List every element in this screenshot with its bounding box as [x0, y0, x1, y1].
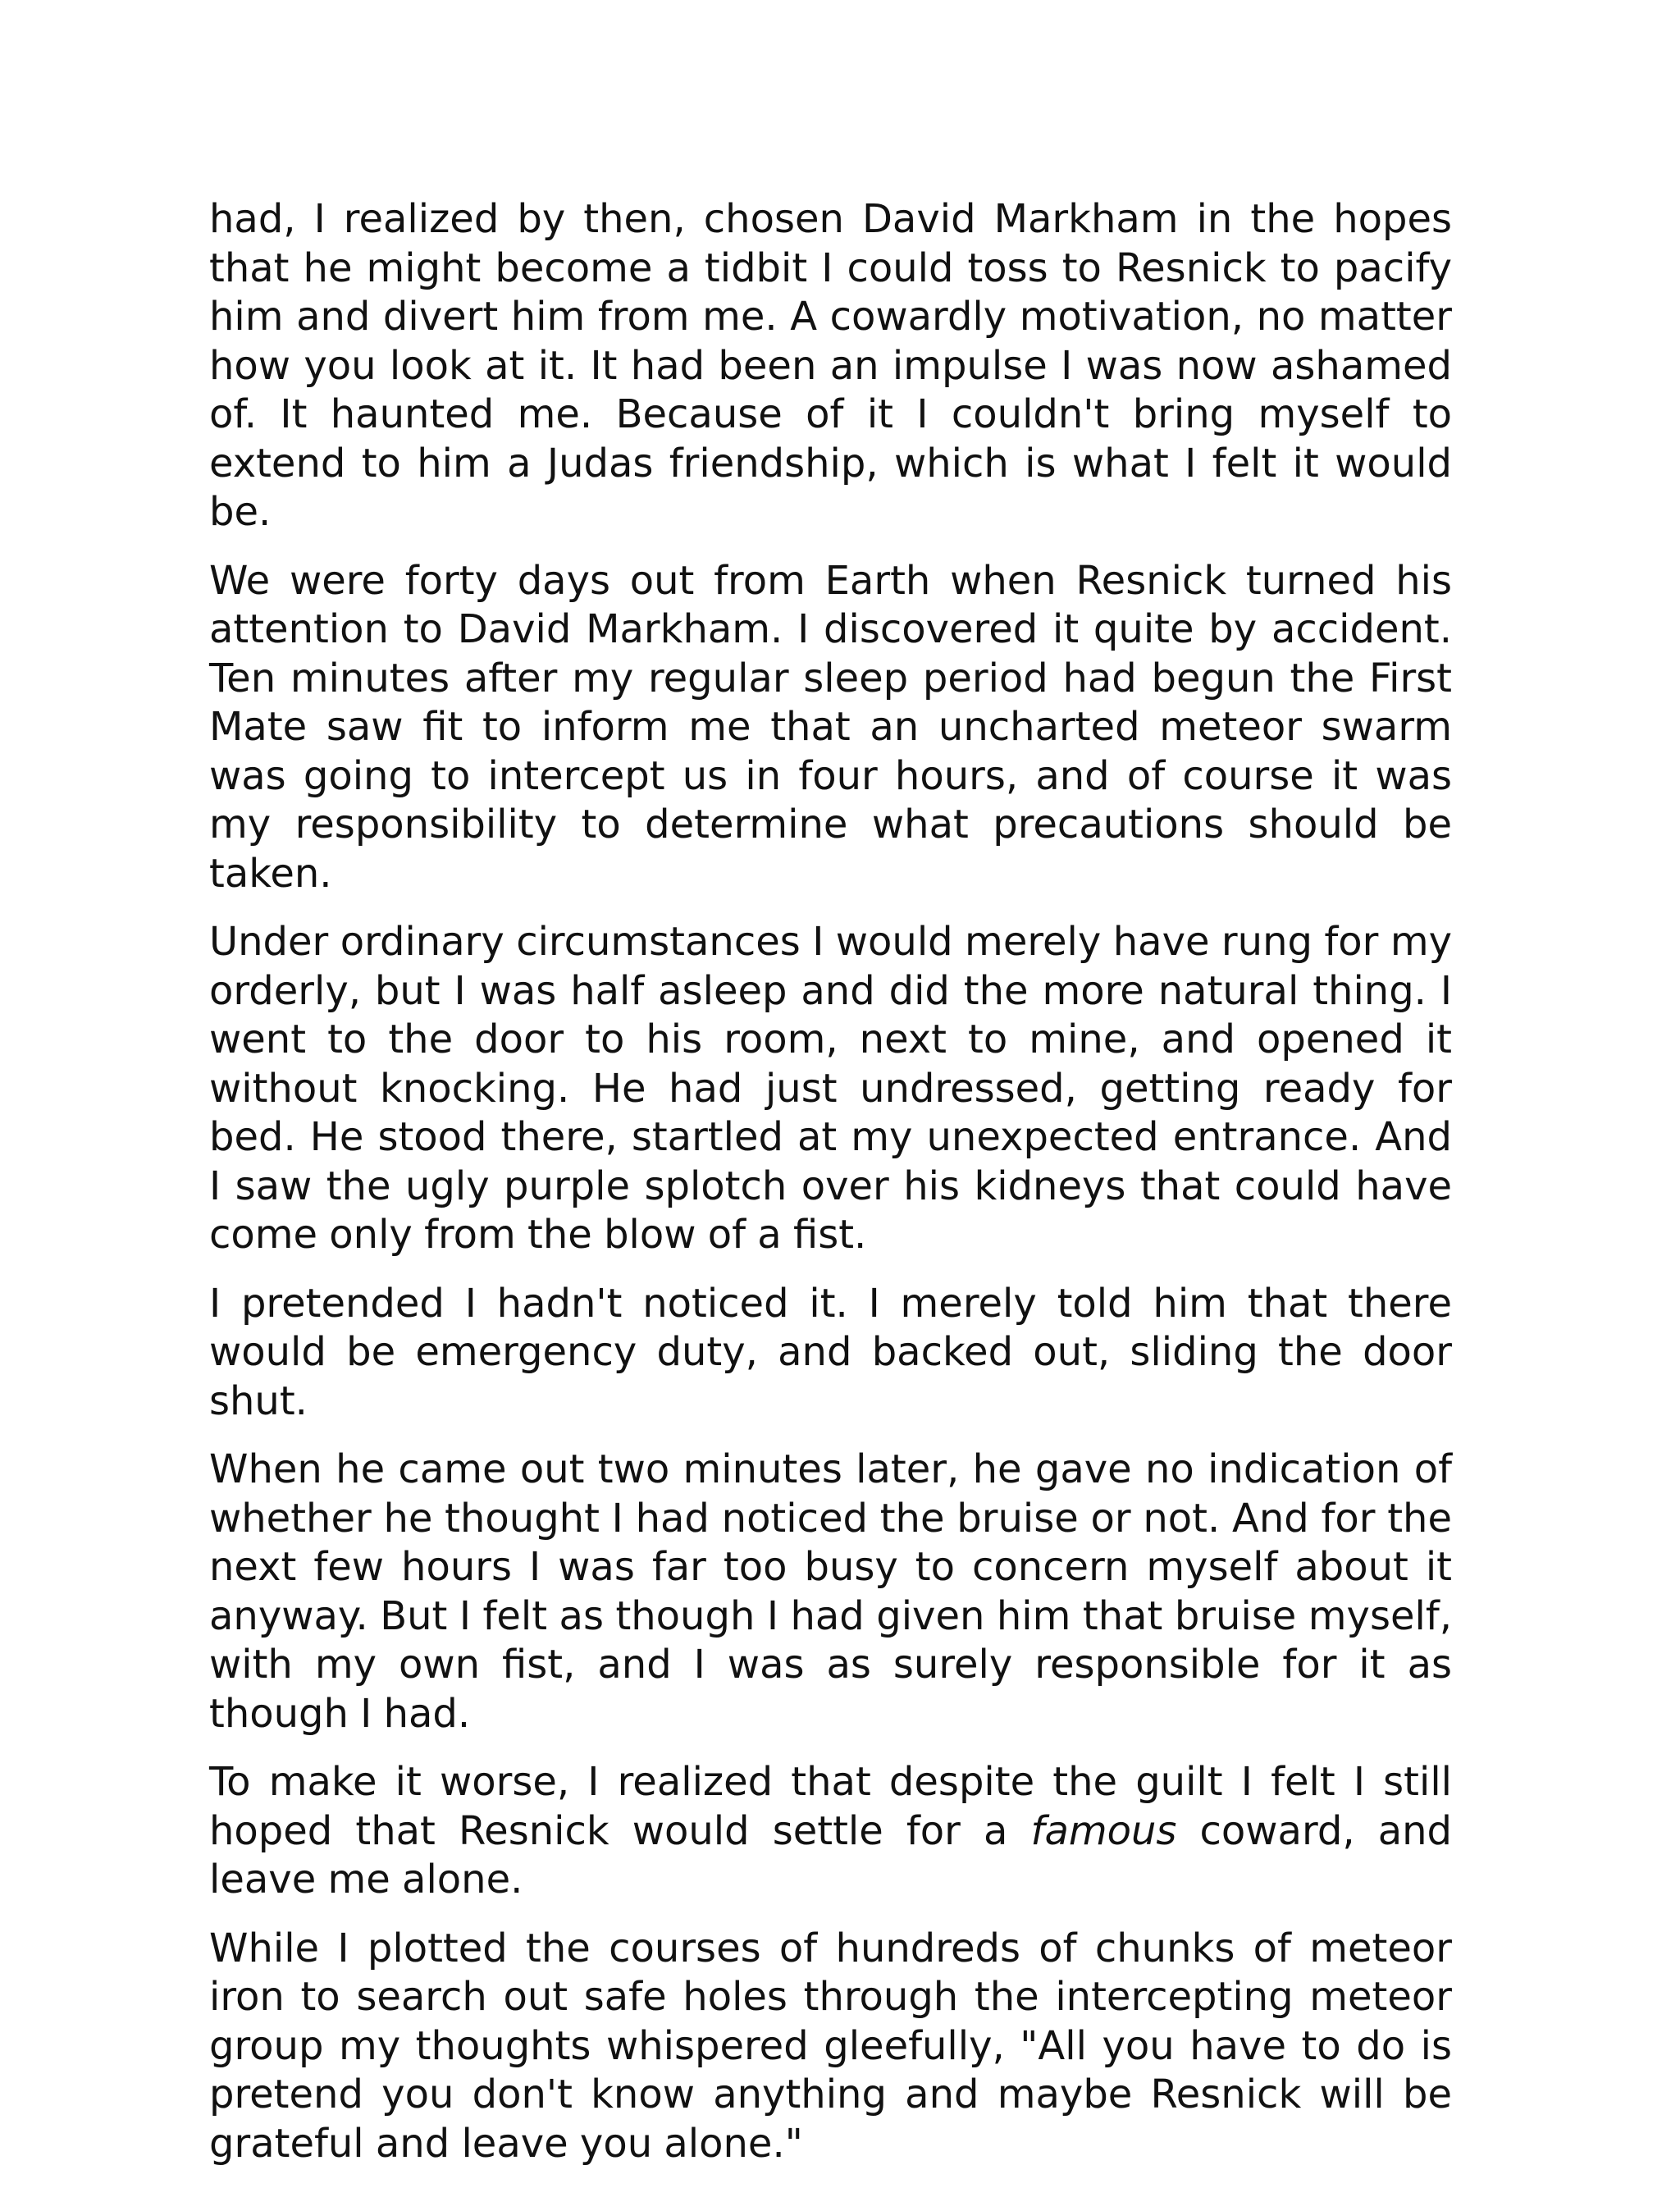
- paragraph-6-before: To make it worse, I realized that despite the guilt I felt I still hoped that Resnick would settle for a: [209, 1759, 1452, 1854]
- paragraph-4: I pretended I hadn't noticed it. I merely told him that there would be emergency duty, and backed out, sliding the door shut.: [209, 1280, 1452, 1424]
- paragraph-5: When he came out two minutes later, he gave no indication of whether he thought I had noticed the bruise or not. And for the next few hours I was far too busy to concern myself about it anyway. But I felt as though I had given him that bruise myself, with my own fist, and I was as surely responsible for it as though I had.: [209, 1446, 1452, 1737]
- body-text: [209, 195, 1452, 2188]
- paragraph-6: [209, 1758, 1452, 1905]
- paragraph-6-after: coward, and leave me alone.: [209, 1807, 1453, 1903]
- paragraph-3: Under ordinary circumstances I would merely have rung for my orderly, but I was half asleep and did the more natural thing. I went to the door to his room, next to mine, and opened it without knocking. He had just undressed, getting ready for bed. He stood there, startled at my unexpected entrance. And I saw the ugly purple splotch over his kidneys that could have come only from the blow of a fist.: [209, 919, 1452, 1258]
- emphasis-word: famous: [1030, 1807, 1177, 1854]
- paragraph-2: We were forty days out from Earth when Resnick turned his attention to David Markham. I discovered it quite by accident. Ten minutes after my regular sleep period had begun the First Mate saw fit to inform me that an uncharted meteor swarm was going to intercept us in four hours, and of course it was my responsibility to determine what precautions should be taken.: [209, 557, 1452, 897]
- paragraph-7: While I plotted the courses of hundreds of chunks of meteor iron to search out safe holes through the intercepting meteor group my thoughts whispered gleefully, "All you have to do is pretend you don't know anything and maybe Resnick will be grateful and leave you alone.": [209, 1925, 1452, 2167]
- paragraph-1: had, I realized by then, chosen David Markham in the hopes that he might become a tidbit I could toss to Resnick to pacify him and divert him from me. A cowardly motivation, no matter how you look at it. It had been an impulse I was now ashamed of. It haunted me. Because of it I couldn't bring myself to extend to him a Judas friendship, which is what I felt it would be.: [209, 196, 1452, 535]
